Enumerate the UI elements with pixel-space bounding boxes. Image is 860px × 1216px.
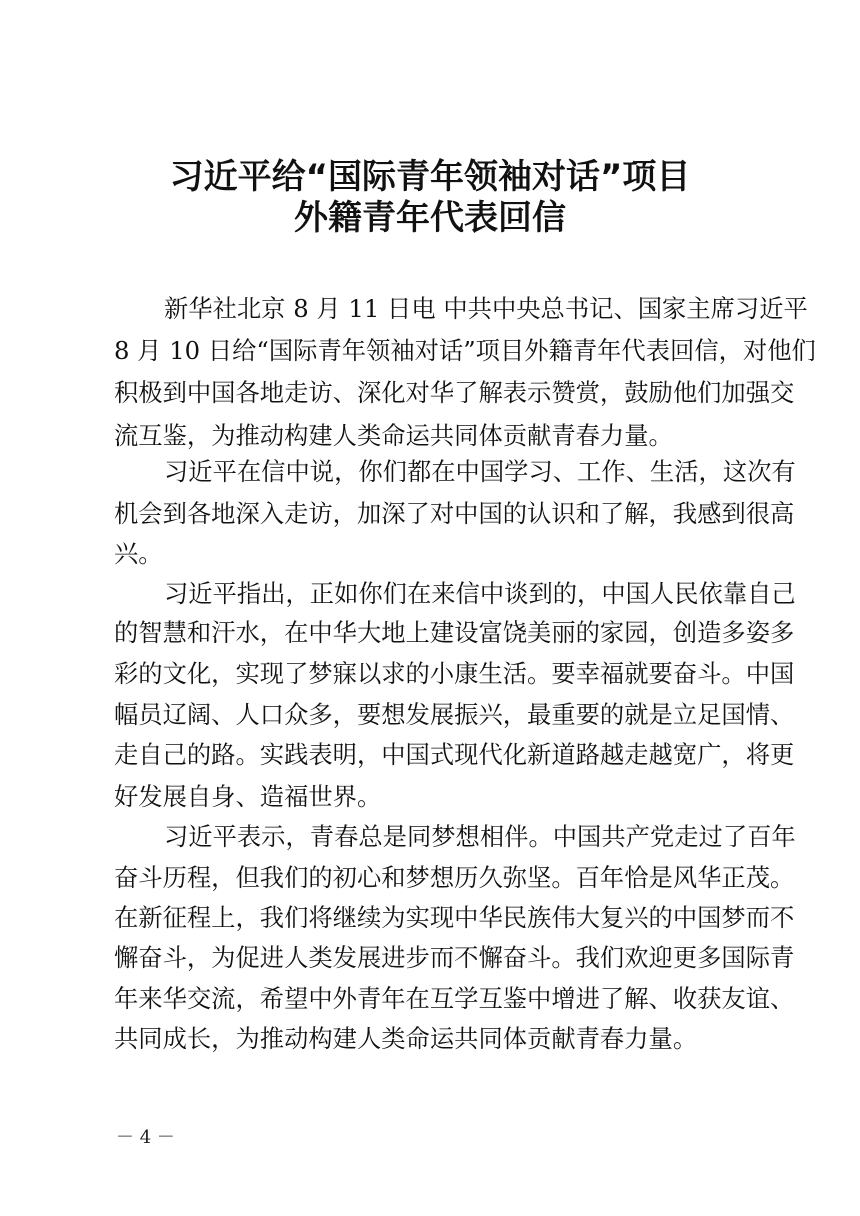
title-line-1: 习近平给“国际青年领袖对话”项目 [169,157,691,197]
body-line: 积极到中国各地走访、深化对华了解表示赞赏，鼓励他们加强交 [114,378,795,407]
body-line: 彩的文化，实现了梦寐以求的小康生活。要幸福就要奋斗。中国 [114,659,795,688]
body-line: 的智慧和汗水，在中华大地上建设富饶美丽的家园，创造多姿多 [114,618,795,647]
body-line: 共同成长，为推动构建人类命运共同体贡献青春力量。 [114,1024,698,1053]
body-line: 习近平表示，青春总是同梦想相伴。中国共产党走过了百年 [164,822,796,851]
body-line: 习近平指出，正如你们在来信中谈到的，中国人民依靠自己 [164,579,796,608]
body-line: 走自己的路。实践表明，中国式现代化新道路越走越宽广，将更 [114,740,795,769]
body-line: 幅员辽阔、人口众多，要想发展振兴，最重要的就是立足国情、 [114,700,795,729]
body-line: 新华社北京 8 月 11 日电 中共中央总书记、国家主席习近平 [164,294,808,323]
body-line: 流互鉴，为推动构建人类命运共同体贡献青春力量。 [114,421,673,450]
body-line: 8 月 10 日给“国际青年领袖对话”项目外籍青年代表回信，对他们 [114,336,816,365]
body-line: 奋斗历程，但我们的初心和梦想历久弥坚。百年恰是风华正茂。 [114,863,795,892]
page-number: － 4 － [116,1127,175,1148]
body-line: 兴。 [114,539,163,568]
body-line: 机会到各地深入走访，加深了对中国的认识和了解，我感到很高 [114,499,795,528]
title-line-2: 外籍青年代表回信 [294,198,566,238]
body-line: 好发展自身、造福世界。 [114,782,382,811]
body-line: 在新征程上，我们将继续为实现中华民族伟大复兴的中国梦而不 [114,903,795,932]
body-line: 习近平在信中说，你们都在中国学习、工作、生活，这次有 [164,457,796,486]
body-line: 年来华交流，希望中外青年在互学互鉴中增进了解、收获友谊、 [114,984,795,1013]
body-line: 懈奋斗，为促进人类发展进步而不懈奋斗。我们欢迎更多国际青 [114,943,795,972]
